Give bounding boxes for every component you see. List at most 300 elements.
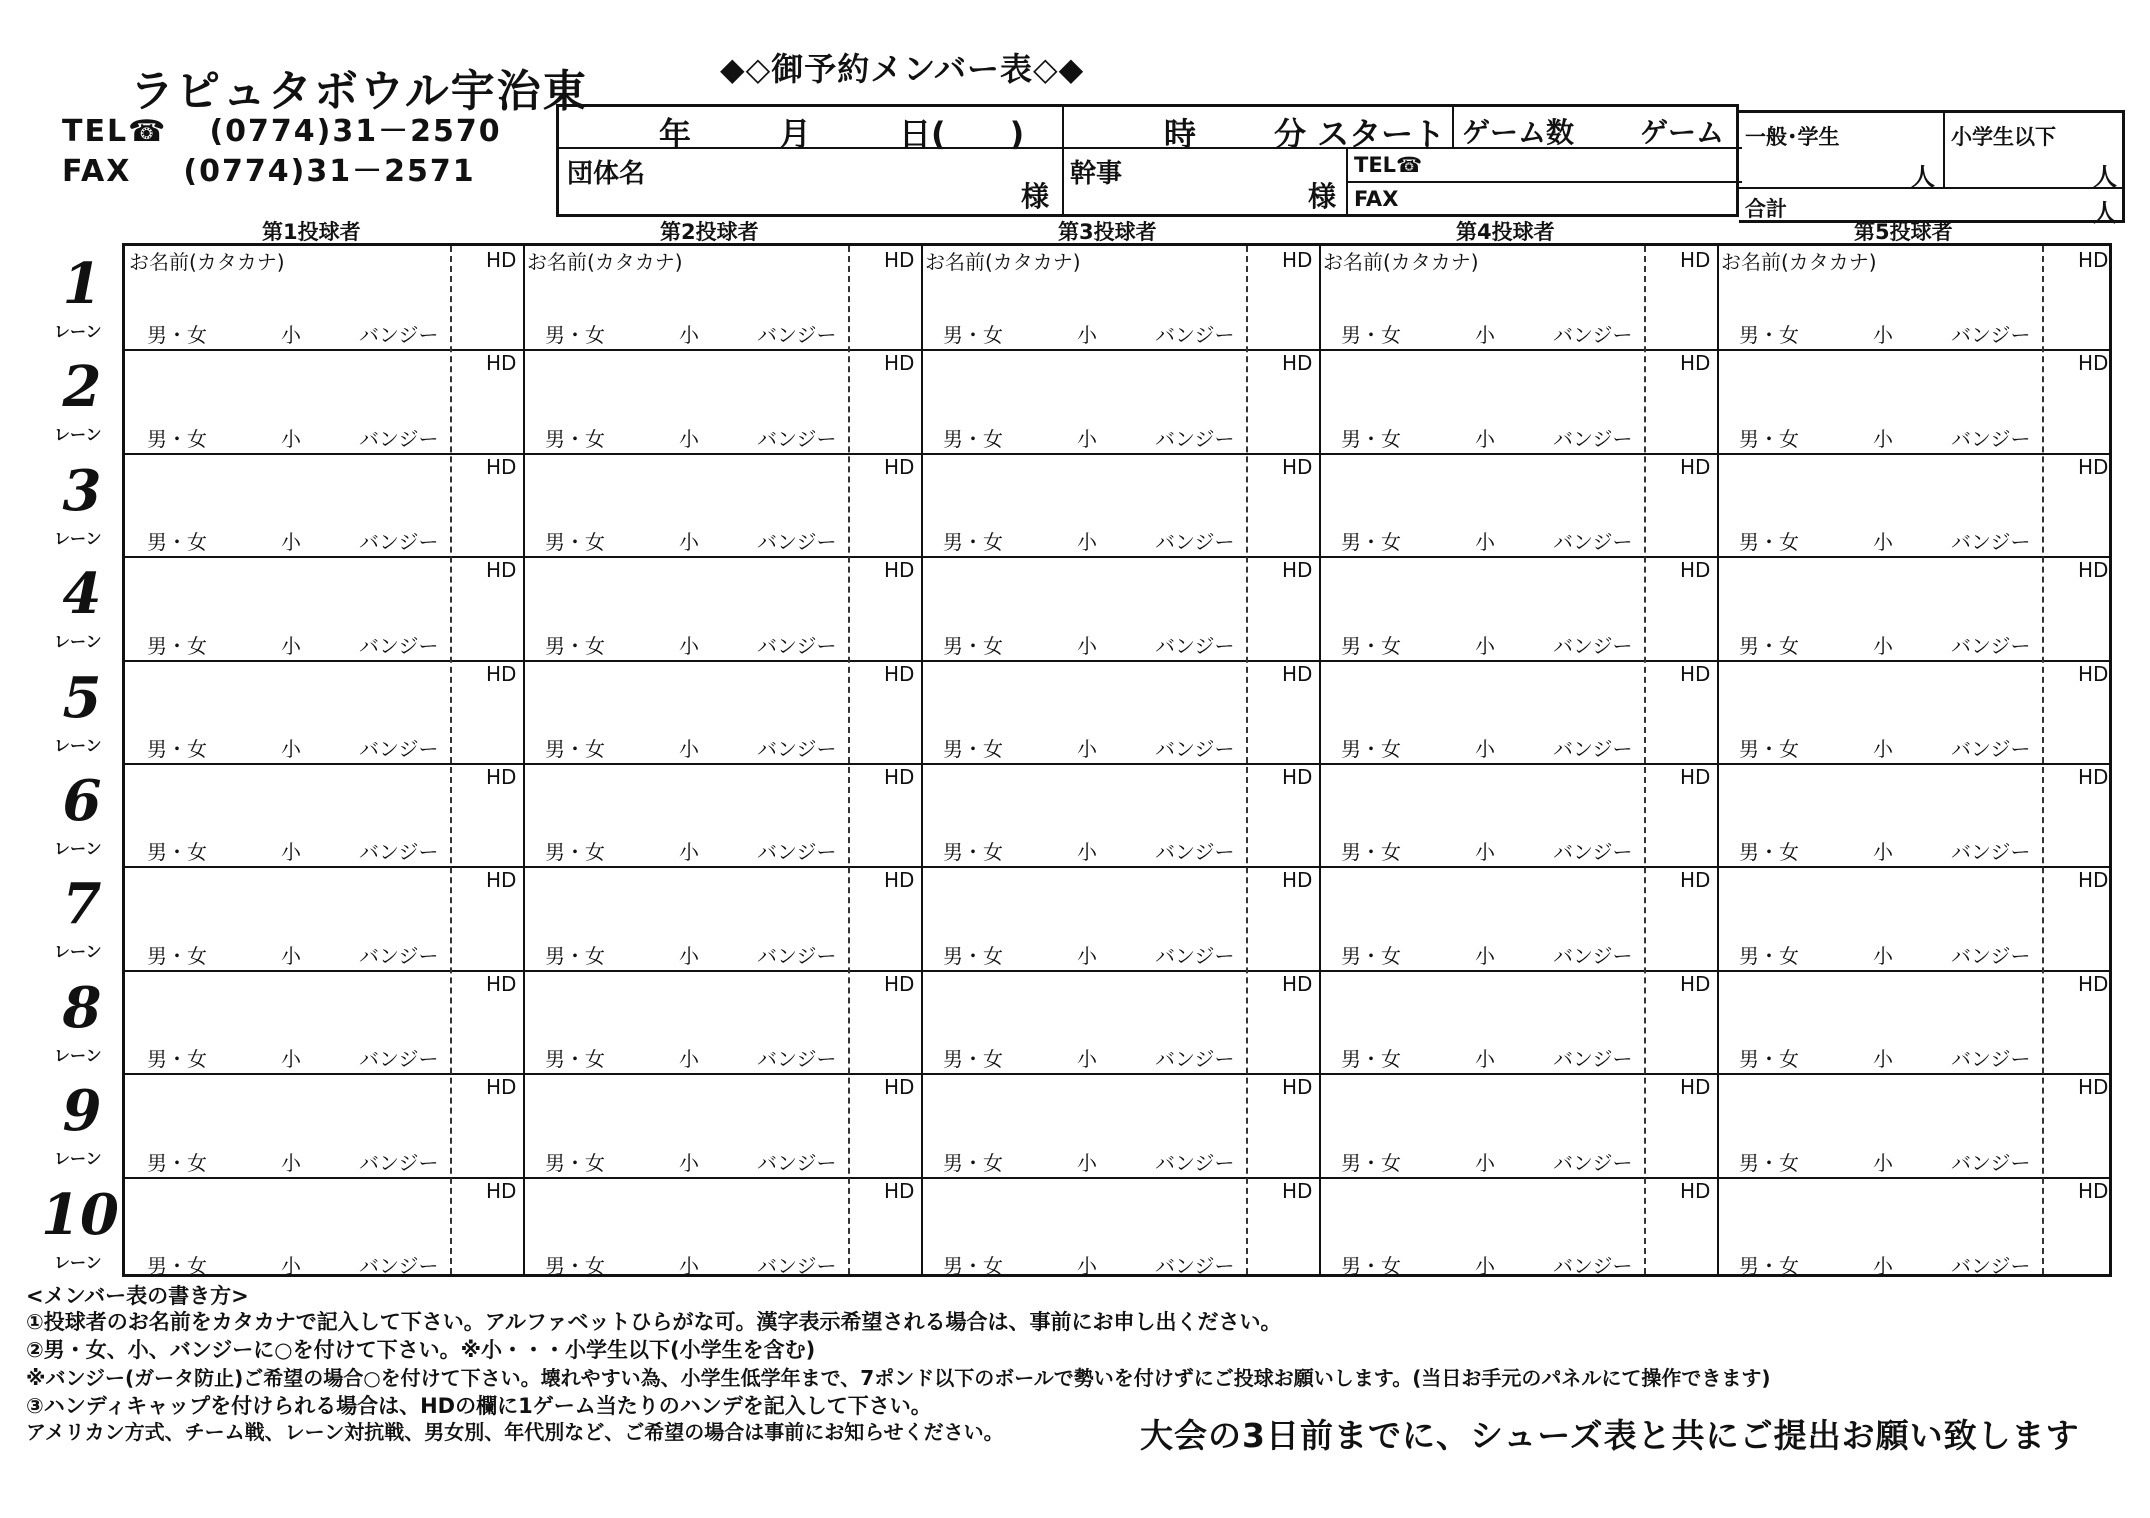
bumper-option[interactable]: バンジー [359, 1150, 439, 1175]
gender-option[interactable]: 男・女 [943, 530, 1003, 555]
lane-number: 5 [62, 664, 102, 731]
gender-option[interactable]: 男・女 [147, 1047, 207, 1072]
lane-label: レーン [54, 1149, 102, 1169]
child-option[interactable]: 小 [1077, 840, 1097, 865]
bumper-option[interactable]: バンジー [757, 840, 837, 865]
bowler-name-slot[interactable] [1717, 349, 2042, 452]
child-option[interactable]: 小 [1475, 633, 1495, 658]
bumper-option[interactable]: バンジー [757, 943, 837, 968]
handicap-input-slot[interactable] [1644, 866, 1717, 969]
gender-option[interactable]: 男・女 [1341, 426, 1401, 451]
child-option[interactable]: 小 [1873, 633, 1893, 658]
handicap-input-slot[interactable] [1246, 660, 1319, 763]
gender-option[interactable]: 男・女 [545, 736, 605, 761]
handicap-input-slot[interactable] [848, 556, 921, 659]
child-option[interactable]: 小 [679, 1150, 699, 1175]
bumper-option[interactable]: バンジー [1155, 530, 1235, 555]
bowler-name-slot[interactable] [921, 1177, 1246, 1280]
gender-option[interactable]: 男・女 [943, 426, 1003, 451]
reservation-info-box [556, 104, 1739, 217]
child-option[interactable]: 小 [679, 1253, 699, 1278]
gender-option[interactable]: 男・女 [147, 323, 207, 348]
gender-option[interactable]: 男・女 [1739, 1150, 1799, 1175]
handicap-input-slot[interactable] [450, 763, 523, 866]
bumper-option[interactable]: バンジー [757, 530, 837, 555]
gender-option[interactable]: 男・女 [943, 1047, 1003, 1072]
child-option[interactable]: 小 [281, 1253, 301, 1278]
bowler-name-slot[interactable] [1717, 1073, 2042, 1176]
handicap-input-slot[interactable] [848, 763, 921, 866]
handicap-input-slot[interactable] [450, 556, 523, 659]
general-person-unit: 人 [1911, 163, 1935, 191]
bumper-option[interactable]: バンジー [1553, 323, 1633, 348]
bumper-option[interactable]: バンジー [1553, 840, 1633, 865]
bumper-option[interactable]: バンジー [359, 1047, 439, 1072]
child-option[interactable]: 小 [679, 840, 699, 865]
bowler-name-slot[interactable] [1717, 866, 2042, 969]
start-label: 分 スタート [1274, 115, 1446, 153]
handicap-input-slot[interactable] [1644, 970, 1717, 1073]
bumper-option[interactable]: バンジー [757, 633, 837, 658]
bowler-name-slot[interactable] [921, 453, 1246, 556]
handicap-label: HD [486, 661, 517, 686]
handicap-label: HD [884, 868, 915, 893]
bumper-option[interactable]: バンジー [757, 323, 837, 348]
child-option[interactable]: 小 [281, 1047, 301, 1072]
lane-label: レーン [54, 735, 102, 755]
gender-option[interactable]: 男・女 [147, 530, 207, 555]
handicap-input-slot[interactable] [848, 349, 921, 452]
bowler-name-slot[interactable] [921, 970, 1246, 1073]
bowler-name-slot[interactable] [523, 970, 848, 1073]
gender-option[interactable]: 男・女 [545, 1253, 605, 1278]
handicap-input-slot[interactable] [2042, 970, 2115, 1073]
handicap-input-slot[interactable] [2042, 866, 2115, 969]
bumper-option[interactable]: バンジー [1155, 426, 1235, 451]
handicap-label: HD [1680, 351, 1711, 376]
child-option[interactable]: 小 [1077, 1150, 1097, 1175]
child-option[interactable]: 小 [1873, 736, 1893, 761]
gender-option[interactable]: 男・女 [943, 1150, 1003, 1175]
child-option[interactable]: 小 [1873, 530, 1893, 555]
bowler-name-slot[interactable] [523, 763, 848, 866]
handicap-label: HD [1680, 971, 1711, 996]
handicap-label: HD [1680, 1178, 1711, 1203]
handicap-input-slot[interactable] [1246, 866, 1319, 969]
handicap-input-slot[interactable] [1644, 246, 1717, 349]
bowler-name-slot[interactable] [1319, 556, 1644, 659]
child-option[interactable]: 小 [1475, 1150, 1495, 1175]
gender-option[interactable]: 男・女 [1341, 1253, 1401, 1278]
gender-option[interactable]: 男・女 [1739, 323, 1799, 348]
child-option[interactable]: 小 [1077, 530, 1097, 555]
tel-value: (0774)31－2570 [209, 114, 502, 149]
bumper-option[interactable]: バンジー [359, 1253, 439, 1278]
handicap-input-slot[interactable] [450, 660, 523, 763]
handicap-label: HD [1282, 971, 1313, 996]
handicap-input-slot[interactable] [450, 970, 523, 1073]
bumper-option[interactable]: バンジー [1951, 633, 2031, 658]
child-option[interactable]: 小 [1475, 736, 1495, 761]
bumper-option[interactable]: バンジー [359, 943, 439, 968]
bumper-option[interactable]: バンジー [359, 426, 439, 451]
bowler-name-slot[interactable] [921, 1073, 1246, 1176]
gender-option[interactable]: 男・女 [1739, 1047, 1799, 1072]
gender-option[interactable]: 男・女 [545, 1150, 605, 1175]
child-option[interactable]: 小 [1475, 530, 1495, 555]
handicap-label: HD [884, 1075, 915, 1100]
handicap-input-slot[interactable] [450, 349, 523, 452]
lane-label: レーン [54, 942, 102, 962]
bowler-name-slot[interactable] [523, 246, 848, 349]
gender-option[interactable]: 男・女 [147, 840, 207, 865]
child-option[interactable]: 小 [1873, 323, 1893, 348]
handicap-input-slot[interactable] [2042, 763, 2115, 866]
gender-option[interactable]: 男・女 [545, 943, 605, 968]
bumper-option[interactable]: バンジー [1553, 1047, 1633, 1072]
lane-label: レーン [54, 839, 102, 858]
child-option[interactable]: 小 [1475, 323, 1495, 348]
organizer-sama-label: 様 [1308, 180, 1337, 213]
child-option[interactable]: 小 [1873, 1150, 1893, 1175]
child-option[interactable]: 小 [281, 736, 301, 761]
bowler-name-slot[interactable] [921, 246, 1246, 349]
handicap-label: HD [486, 971, 517, 996]
gender-option[interactable]: 男・女 [1341, 1150, 1401, 1175]
gender-option[interactable]: 男・女 [1341, 736, 1401, 761]
child-option[interactable]: 小 [1475, 1253, 1495, 1278]
bumper-option[interactable]: バンジー [1553, 943, 1633, 968]
bowler-name-slot[interactable] [1319, 1177, 1644, 1280]
bowler-name-slot[interactable] [125, 866, 450, 969]
handicap-input-slot[interactable] [450, 1177, 523, 1280]
gender-option[interactable]: 男・女 [1739, 840, 1799, 865]
bowler-name-slot[interactable] [523, 1073, 848, 1176]
bumper-option[interactable]: バンジー [1951, 1253, 2031, 1278]
group-name-field[interactable] [559, 149, 1064, 217]
bumper-option[interactable]: バンジー [1155, 633, 1235, 658]
gender-option[interactable]: 男・女 [1341, 943, 1401, 968]
total-label: 合計 [1745, 197, 1787, 221]
bowler-name-slot[interactable] [1319, 970, 1644, 1073]
lane-number: 6 [62, 768, 102, 834]
child-option[interactable]: 小 [281, 840, 301, 865]
child-option[interactable]: 小 [1077, 1253, 1097, 1278]
bumper-option[interactable]: バンジー [359, 736, 439, 761]
bumper-option[interactable]: バンジー [757, 1150, 837, 1175]
bowler-name-slot[interactable] [1717, 556, 2042, 659]
bowler-name-slot[interactable] [523, 349, 848, 452]
gender-option[interactable]: 男・女 [545, 530, 605, 555]
bumper-option[interactable]: バンジー [1553, 736, 1633, 761]
bowler-name-slot[interactable] [921, 866, 1246, 969]
gender-option[interactable]: 男・女 [1739, 633, 1799, 658]
child-option[interactable]: 小 [281, 943, 301, 968]
child-option[interactable]: 小 [281, 426, 301, 451]
bowler-name-slot[interactable] [523, 1177, 848, 1280]
handicap-label: HD [1282, 1075, 1313, 1100]
gender-option[interactable]: 男・女 [1739, 943, 1799, 968]
bowler-name-slot[interactable] [921, 349, 1246, 452]
handicap-input-slot[interactable] [1246, 246, 1319, 349]
bumper-option[interactable]: バンジー [757, 736, 837, 761]
bumper-option[interactable]: バンジー [359, 840, 439, 865]
bumper-option[interactable]: バンジー [1951, 943, 2031, 968]
child-option[interactable]: 小 [281, 1150, 301, 1175]
gender-option[interactable]: 男・女 [1739, 426, 1799, 451]
handicap-input-slot[interactable] [2042, 660, 2115, 763]
day-label: 日( ) [899, 115, 1025, 153]
gender-option[interactable]: 男・女 [545, 840, 605, 865]
child-option[interactable]: 小 [679, 1047, 699, 1072]
bumper-option[interactable]: バンジー [359, 633, 439, 658]
organizer-field[interactable] [1064, 149, 1348, 217]
handicap-label: HD [884, 351, 915, 376]
handicap-label: HD [884, 971, 915, 996]
bumper-option[interactable]: バンジー [1155, 1150, 1235, 1175]
sama-label: 様 [1021, 180, 1050, 213]
bumper-option[interactable]: バンジー [1155, 943, 1235, 968]
handicap-input-slot[interactable] [1246, 453, 1319, 556]
bowler-name-slot[interactable] [523, 453, 848, 556]
child-option[interactable]: 小 [1873, 840, 1893, 865]
bumper-option[interactable]: バンジー [757, 1047, 837, 1072]
bumper-option[interactable]: バンジー [1155, 736, 1235, 761]
gender-option[interactable]: 男・女 [943, 323, 1003, 348]
handicap-input-slot[interactable] [1246, 556, 1319, 659]
handicap-input-slot[interactable] [1644, 763, 1717, 866]
gender-option[interactable]: 男・女 [147, 1150, 207, 1175]
handicap-input-slot[interactable] [450, 1073, 523, 1176]
bowler-name-slot[interactable] [523, 660, 848, 763]
instruction-line-3: ※バンジー(ガータ防止)ご希望の場合○を付けて下さい。壊れやすい為、小学生低学年まで、7ポンド以下のボールで勢いを付けずにご投球お願いします。(当日お手元のパネルにて操作できます) [26, 1366, 1771, 1390]
bowler-name-slot[interactable] [523, 866, 848, 969]
child-option[interactable]: 小 [1873, 426, 1893, 451]
lane-number: 2 [62, 354, 102, 421]
gender-option[interactable]: 男・女 [545, 323, 605, 348]
handicap-input-slot[interactable] [450, 246, 523, 349]
child-option[interactable]: 小 [1077, 736, 1097, 761]
organizer-tel-field[interactable] [1348, 149, 1742, 183]
bumper-option[interactable]: バンジー [359, 530, 439, 555]
gender-option[interactable]: 男・女 [147, 943, 207, 968]
bowler-name-slot[interactable] [125, 1073, 450, 1176]
handicap-label: HD [1282, 558, 1313, 583]
bumper-option[interactable]: バンジー [1553, 1253, 1633, 1278]
handicap-label: HD [2078, 248, 2109, 272]
bumper-option[interactable]: バンジー [1951, 323, 2031, 348]
bowler-name-slot[interactable] [921, 660, 1246, 763]
gender-option[interactable]: 男・女 [943, 633, 1003, 658]
handicap-input-slot[interactable] [1246, 763, 1319, 866]
handicap-label: HD [1680, 558, 1711, 583]
child-option[interactable]: 小 [1077, 943, 1097, 968]
child-option[interactable]: 小 [1077, 633, 1097, 658]
bumper-option[interactable]: バンジー [1553, 426, 1633, 451]
handicap-input-slot[interactable] [1246, 970, 1319, 1073]
child-option[interactable]: 小 [679, 426, 699, 451]
bowler-name-slot[interactable] [1319, 349, 1644, 452]
gender-option[interactable]: 男・女 [943, 1253, 1003, 1278]
handicap-input-slot[interactable] [2042, 1073, 2115, 1176]
bowler-name-slot[interactable] [125, 660, 450, 763]
gender-option[interactable]: 男・女 [1341, 633, 1401, 658]
bumper-option[interactable]: バンジー [1951, 840, 2031, 865]
handicap-input-slot[interactable] [1644, 556, 1717, 659]
gender-option[interactable]: 男・女 [943, 840, 1003, 865]
gender-option[interactable]: 男・女 [1341, 840, 1401, 865]
handicap-input-slot[interactable] [848, 246, 921, 349]
gender-option[interactable]: 男・女 [147, 426, 207, 451]
bowler-name-slot[interactable] [1319, 246, 1644, 349]
handicap-input-slot[interactable] [848, 1177, 921, 1280]
game-count-field[interactable] [1454, 107, 1742, 149]
handicap-input-slot[interactable] [450, 453, 523, 556]
handicap-input-slot[interactable] [1644, 453, 1717, 556]
handicap-input-slot[interactable] [848, 970, 921, 1073]
gender-option[interactable]: 男・女 [147, 633, 207, 658]
date-field[interactable] [559, 107, 1064, 153]
fax-value: (0774)31－2571 [183, 154, 476, 189]
gender-option[interactable]: 男・女 [943, 736, 1003, 761]
gender-option[interactable]: 男・女 [1739, 530, 1799, 555]
bumper-option[interactable]: バンジー [1155, 1253, 1235, 1278]
name-katakana-label: お名前(カタカナ) [527, 250, 683, 274]
bowler-column-header: 第5投球者 [1854, 220, 1953, 244]
child-option[interactable]: 小 [679, 323, 699, 348]
gender-option[interactable]: 男・女 [1739, 1253, 1799, 1278]
bowler-name-slot[interactable] [1717, 1177, 2042, 1280]
bowler-name-slot[interactable] [523, 556, 848, 659]
start-time-field[interactable] [1064, 107, 1454, 153]
game-unit-label: ゲーム [1640, 116, 1725, 149]
bowler-name-slot[interactable] [125, 970, 450, 1073]
gender-option[interactable]: 男・女 [545, 1047, 605, 1072]
handicap-input-slot[interactable] [1644, 1073, 1717, 1176]
bowler-name-slot[interactable] [1717, 453, 2042, 556]
bowler-name-slot[interactable] [1319, 866, 1644, 969]
bumper-option[interactable]: バンジー [1155, 323, 1235, 348]
gender-option[interactable]: 男・女 [545, 426, 605, 451]
bumper-option[interactable]: バンジー [359, 323, 439, 348]
bumper-option[interactable]: バンジー [1155, 840, 1235, 865]
gender-option[interactable]: 男・女 [1341, 1047, 1401, 1072]
child-option[interactable]: 小 [679, 943, 699, 968]
gender-option[interactable]: 男・女 [147, 736, 207, 761]
bowler-name-slot[interactable] [1717, 660, 2042, 763]
child-option[interactable]: 小 [1077, 1047, 1097, 1072]
child-option[interactable]: 小 [1873, 1047, 1893, 1072]
bowler-name-slot[interactable] [125, 453, 450, 556]
bowler-name-slot[interactable] [125, 246, 450, 349]
bowler-name-slot[interactable] [1319, 660, 1644, 763]
handicap-input-slot[interactable] [848, 453, 921, 556]
child-option[interactable]: 小 [1873, 943, 1893, 968]
child-option[interactable]: 小 [679, 530, 699, 555]
bowler-name-slot[interactable] [1717, 970, 2042, 1073]
handicap-input-slot[interactable] [2042, 349, 2115, 452]
handicap-input-slot[interactable] [2042, 246, 2115, 349]
handicap-input-slot[interactable] [1644, 660, 1717, 763]
name-katakana-label: お名前(カタカナ) [129, 250, 285, 274]
bumper-option[interactable]: バンジー [1951, 1150, 2031, 1175]
bowler-name-slot[interactable] [125, 763, 450, 866]
child-option[interactable]: 小 [281, 530, 301, 555]
bumper-option[interactable]: バンジー [1553, 530, 1633, 555]
gender-option[interactable]: 男・女 [943, 943, 1003, 968]
bowler-name-slot[interactable] [1717, 763, 2042, 866]
handicap-label: HD [1680, 868, 1711, 893]
gender-option[interactable]: 男・女 [147, 1253, 207, 1278]
child-option[interactable]: 小 [281, 323, 301, 348]
general-student-count-field[interactable] [1739, 113, 1945, 189]
child-option[interactable]: 小 [1077, 323, 1097, 348]
bumper-option[interactable]: バンジー [757, 1253, 837, 1278]
bumper-option[interactable]: バンジー [1951, 530, 2031, 555]
handicap-label: HD [486, 351, 517, 376]
child-option[interactable]: 小 [1475, 426, 1495, 451]
bowler-name-slot[interactable] [1319, 1073, 1644, 1176]
gender-option[interactable]: 男・女 [545, 633, 605, 658]
organizer-fax-field[interactable] [1348, 183, 1742, 217]
handicap-input-slot[interactable] [1246, 349, 1319, 452]
handicap-input-slot[interactable] [1246, 1177, 1319, 1280]
handicap-input-slot[interactable] [1246, 1073, 1319, 1176]
child-option[interactable]: 小 [1475, 840, 1495, 865]
child-option[interactable]: 小 [281, 633, 301, 658]
bumper-option[interactable]: バンジー [1951, 1047, 2031, 1072]
child-option[interactable]: 小 [1475, 1047, 1495, 1072]
bumper-option[interactable]: バンジー [1155, 1047, 1235, 1072]
lane-label: レーン [54, 322, 102, 341]
gender-option[interactable]: 男・女 [1739, 736, 1799, 761]
handicap-input-slot[interactable] [2042, 556, 2115, 659]
handicap-input-slot[interactable] [848, 866, 921, 969]
handicap-input-slot[interactable] [1644, 1177, 1717, 1280]
gender-option[interactable]: 男・女 [1341, 323, 1401, 348]
bowler-name-slot[interactable] [125, 1177, 450, 1280]
bowler-name-slot[interactable] [1319, 453, 1644, 556]
bowler-column-header: 第4投球者 [1456, 220, 1555, 244]
handicap-input-slot[interactable] [2042, 453, 2115, 556]
child-option[interactable]: 小 [1475, 943, 1495, 968]
bumper-option[interactable]: バンジー [1951, 426, 2031, 451]
child-option[interactable]: 小 [1873, 1253, 1893, 1278]
bowler-name-slot[interactable] [125, 349, 450, 452]
bumper-option[interactable]: バンジー [757, 426, 837, 451]
bowler-name-slot[interactable] [921, 763, 1246, 866]
gender-option[interactable]: 男・女 [1341, 530, 1401, 555]
child-option[interactable]: 小 [679, 633, 699, 658]
bowler-name-slot[interactable] [1319, 763, 1644, 866]
handicap-input-slot[interactable] [450, 866, 523, 969]
bowler-name-slot[interactable] [1717, 246, 2042, 349]
instruction-line-4: ③ハンディキャップを付けられる場合は、HDの欄に1ゲーム当たりのハンデを記入して下さい。 [26, 1394, 932, 1418]
handicap-input-slot[interactable] [1644, 349, 1717, 452]
bumper-option[interactable]: バンジー [1553, 1150, 1633, 1175]
bowler-name-slot[interactable] [125, 556, 450, 659]
bumper-option[interactable]: バンジー [1951, 736, 2031, 761]
handicap-input-slot[interactable] [848, 660, 921, 763]
bowler-name-slot[interactable] [921, 556, 1246, 659]
lane-number: 10 [41, 1181, 119, 1248]
handicap-input-slot[interactable] [848, 1073, 921, 1176]
handicap-input-slot[interactable] [2042, 1177, 2115, 1280]
child-option[interactable]: 小 [679, 736, 699, 761]
elementary-count-field[interactable] [1945, 113, 2122, 189]
child-option[interactable]: 小 [1077, 426, 1097, 451]
bumper-option[interactable]: バンジー [1553, 633, 1633, 658]
